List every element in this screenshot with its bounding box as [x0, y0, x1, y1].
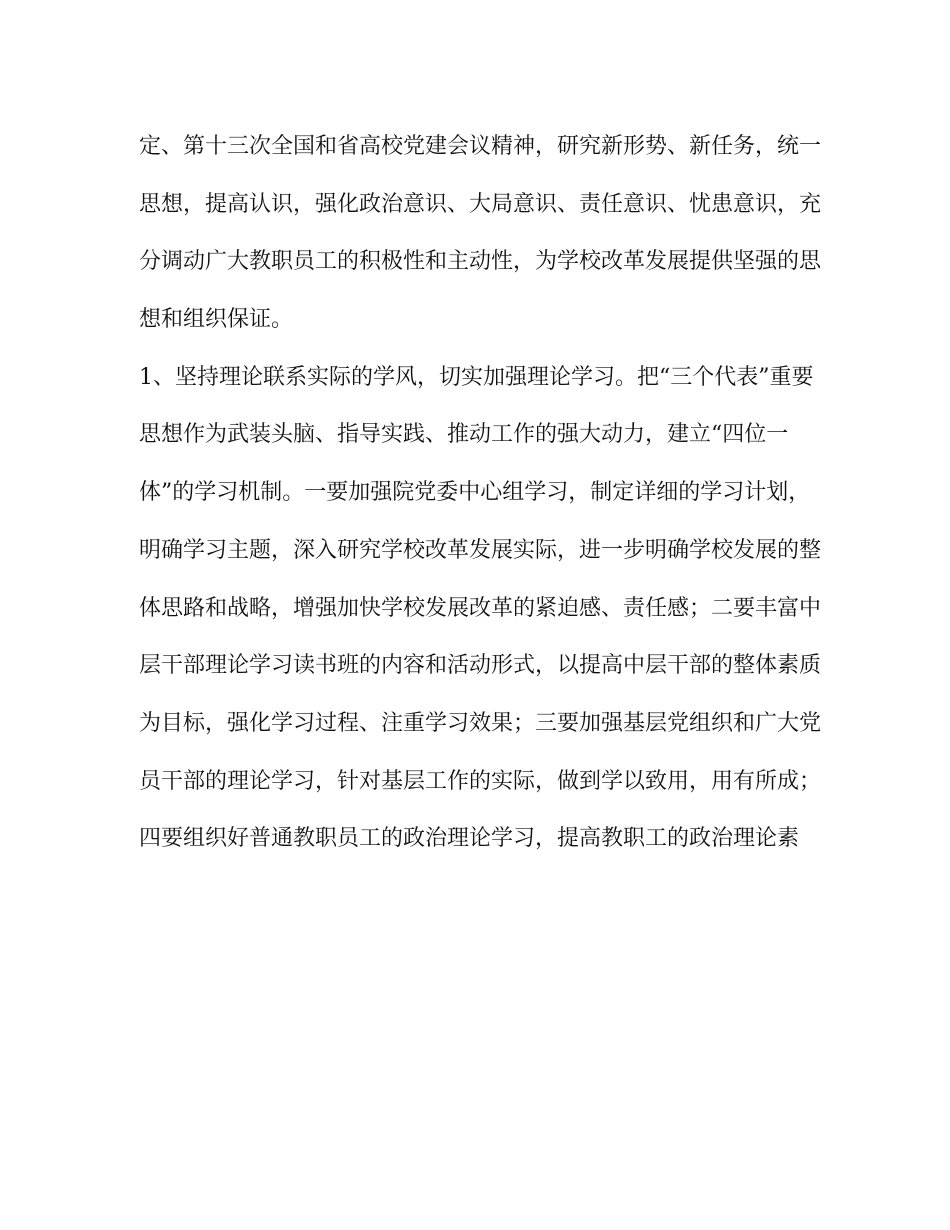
text-line: 体思路和战略，增强加快学校发展改革的紧迫感、责任感；二要丰富中: [139, 595, 822, 621]
body-text: [139, 130, 829, 880]
text-line: 明确学习主题，深入研究学校改革发展实际，进一步明确学校发展的整: [139, 537, 822, 563]
text-line: 1、坚持理论联系实际的学风，切实加强理论学习。把“三个代表”重要: [139, 364, 814, 390]
text-line: 思想作为武装头脑、指导实践、推动工作的强大动力，建立“四位一: [139, 422, 789, 448]
text-line: 为目标，强化学习过程、注重学习效果；三要加强基层党组织和广大党: [139, 710, 822, 736]
text-line: 员干部的理论学习，针对基层工作的实际，做到学以致用，用有所成；: [139, 768, 822, 794]
text-line: 四要组织好普通教职员工的政治理论学习，提高教职工的政治理论素: [139, 826, 800, 852]
text-line: 想和组织保证。: [139, 307, 294, 333]
text-line: 分调动广大教职员工的积极性和主动性，为学校改革发展提供坚强的思: [139, 249, 822, 275]
text-line: 定、第十三次全国和省高校党建会议精神，研究新形势、新任务，统一: [139, 134, 822, 159]
text-line: 层干部理论学习读书班的内容和活动形式，以提高中层干部的整体素质: [139, 653, 822, 679]
text-line: 体”的学习机制。一要加强院党委中心组学习，制定详细的学习计划，: [139, 480, 811, 506]
text-line: 思想，提高认识，强化政治意识、大局意识、责任意识、忧患意识，充: [139, 191, 822, 217]
